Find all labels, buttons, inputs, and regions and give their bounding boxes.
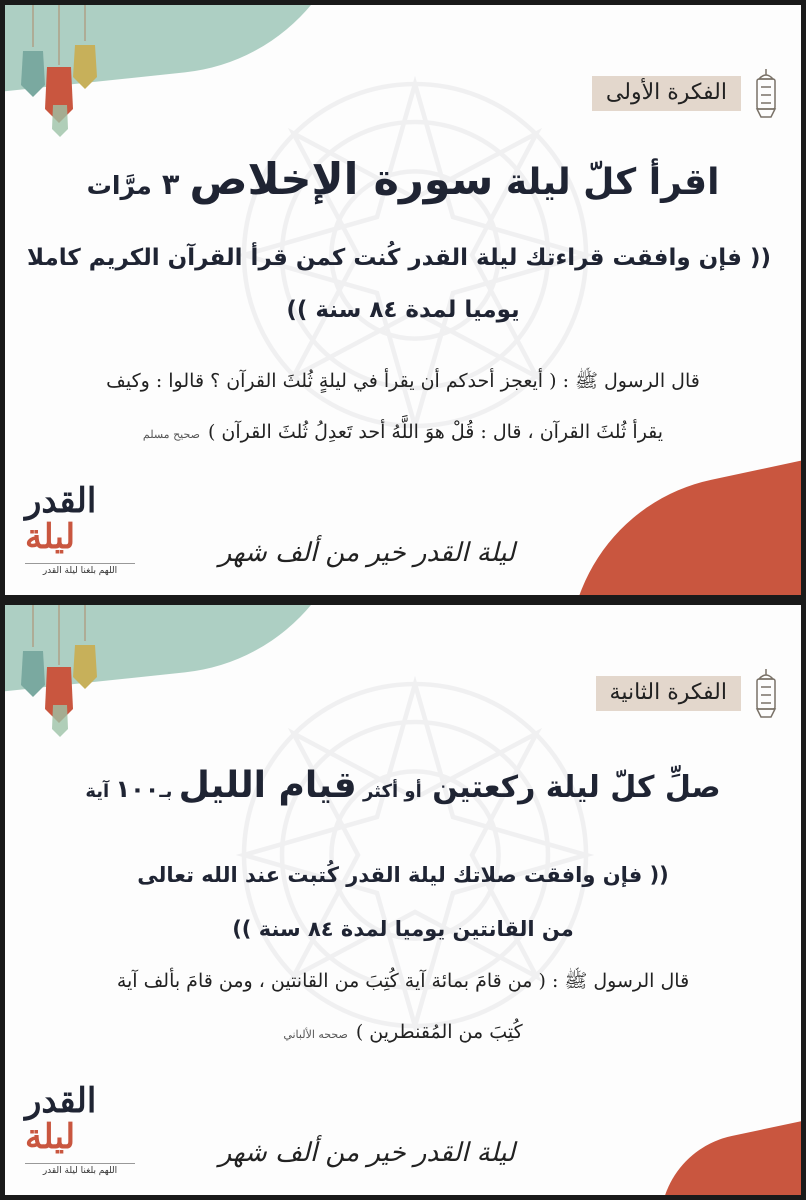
calligraphy-verse: [218, 525, 515, 581]
headline-part1: اقرأ كلّ ليلة: [493, 162, 720, 203]
virtue-quote-line2: من القانتين يوميا لمدة ٨٤ سنة )): [232, 917, 574, 941]
logo-word-2: ليلة: [25, 517, 76, 557]
headline-verse: آية: [85, 781, 116, 802]
idea-badge: [596, 667, 781, 719]
laylat-al-qadr-logo: [25, 1083, 145, 1179]
calligraphy-text: ليلة القدر خير من ألف شهر: [218, 1138, 515, 1168]
logo-word-1: القدر: [25, 1081, 97, 1121]
headline-count: ١٠٠: [115, 775, 160, 803]
hadith-line2-text: يقرأ ثُلثَ القرآن ، قال : قُلْ هوَ اللَّهُ أحد تَعدِلُ ثُلثَ القرآن ): [207, 421, 664, 443]
idea-card-2: [5, 605, 801, 1195]
laylat-al-qadr-logo: [25, 483, 145, 579]
hanging-lanterns-icon: [13, 5, 105, 145]
calligraphy-text: ليلة القدر خير من ألف شهر: [218, 538, 515, 568]
logo-tagline: اللهم بلغنا ليلة القدر: [25, 563, 135, 576]
headline: [25, 155, 781, 205]
red-decoration: [535, 457, 801, 595]
headline: [25, 765, 781, 806]
hanging-lanterns-icon: [13, 605, 105, 745]
badge-label: الفكرة الأولى: [592, 76, 741, 111]
hadith-line1: قال الرسول ﷺ : ( من قامَ بمائة آية كُتِبَ من القانتين ، ومن قامَ بألف آية: [116, 970, 690, 992]
hadith-source: صحيح مسلم: [142, 428, 200, 441]
lantern-icon: [751, 667, 781, 719]
idea-badge: [592, 67, 781, 119]
hadith-line2-text: كُتِبَ من المُقنطرين ): [355, 1021, 523, 1043]
headline-emphasis: قيام الليل: [178, 765, 357, 806]
headline-part2: أو أكثر: [356, 781, 422, 802]
virtue-quote-line1: (( فإن وافقت صلاتك ليلة القدر كُتبت عند الله تعالى: [137, 863, 669, 887]
logo-word-1: القدر: [25, 481, 97, 521]
virtue-quote-line1: (( فإن وافقت قراءتك ليلة القدر كُنت كمن قرأ القرآن الكريم كاملا: [27, 245, 771, 271]
headline-emphasis: سورة الإخلاص: [189, 155, 494, 205]
hadith-line2: [35, 1021, 771, 1043]
lantern-icon: [751, 67, 781, 119]
headline-times: مرَّات: [86, 171, 152, 200]
headline-part1: صلِّ كلّ ليلة ركعتين: [421, 770, 721, 805]
virtue-quote-line2: يوميا لمدة ٨٤ سنة )): [286, 297, 520, 323]
red-decoration: [644, 1117, 801, 1195]
hadith-line1: قال الرسول ﷺ : ( أيعجز أحدكم أن يقرأ في ليلةٍ ثُلثَ القرآن ؟ قالوا : وكيف: [106, 370, 700, 392]
headline-count: ٣: [151, 167, 190, 201]
badge-label: الفكرة الثانية: [596, 676, 741, 711]
idea-card-1: [5, 5, 801, 595]
logo-word-2: ليلة: [25, 1117, 76, 1157]
calligraphy-verse: [218, 1125, 515, 1181]
hadith-line2: [35, 421, 771, 443]
logo-tagline: اللهم بلغنا ليلة القدر: [25, 1163, 135, 1176]
headline-part4: بـ: [159, 781, 179, 802]
hadith-source: صححه الألباني: [283, 1028, 348, 1041]
